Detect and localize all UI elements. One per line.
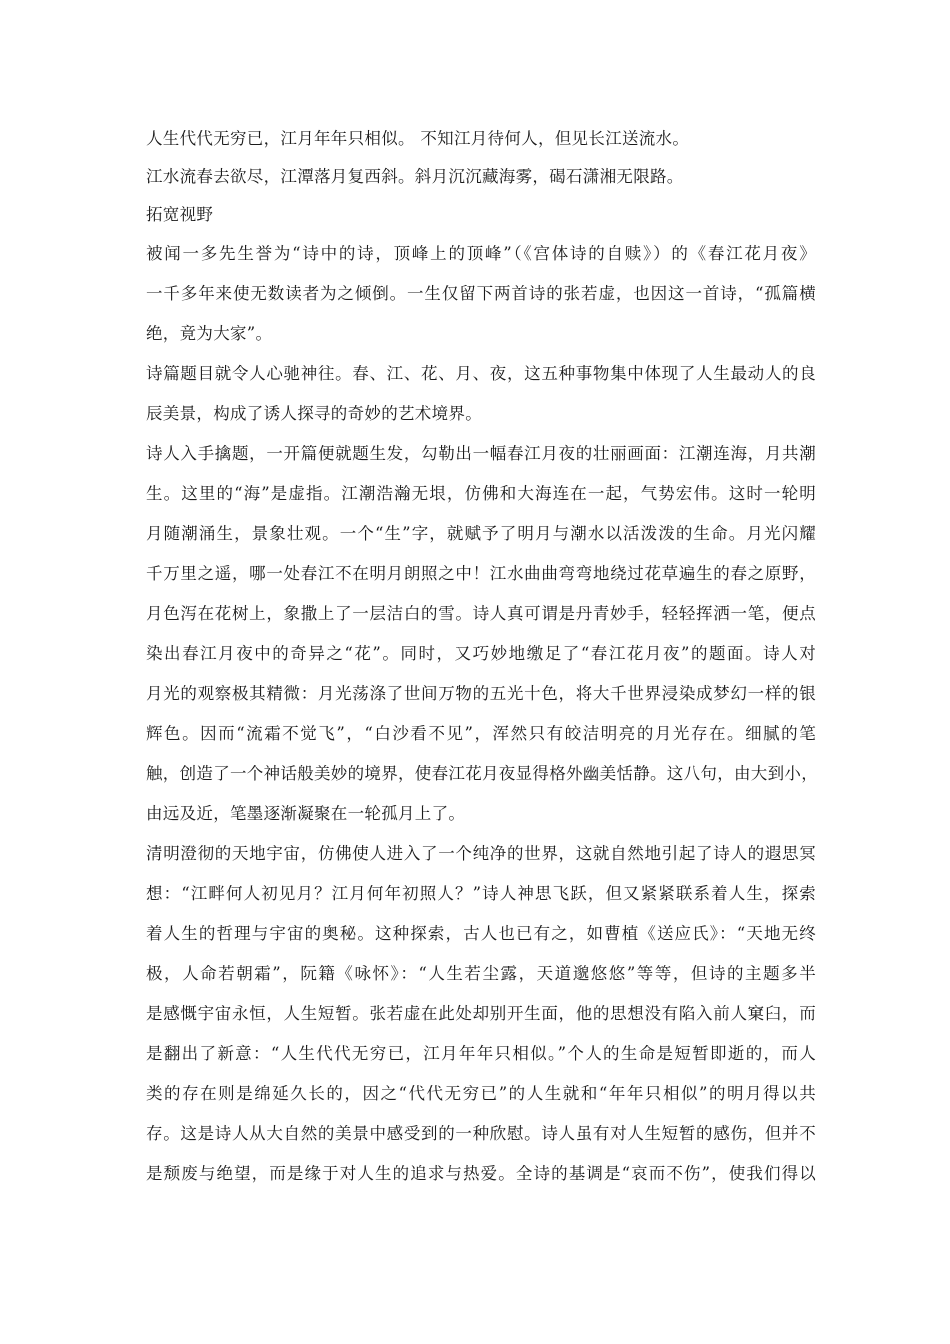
text-line: 触，创造了一个神话般美妙的境界，使春江花月夜显得格外幽美恬静。这八句，由大到小， [146,764,818,783]
text-line: 辉色。因而“流霜不觉飞”，“白沙看不见”，浑然只有皎洁明亮的月光存在。细腻的笔 [146,724,816,743]
text-line: 月色泻在花树上，象撒上了一层洁白的雪。诗人真可谓是丹青妙手，轻轻挥洒一笔，便点 [146,604,816,623]
text-line: 辰美景，构成了诱人探寻的奇妙的艺术境界。 [146,404,482,423]
text-line: 月光的观察极其精微：月光荡涤了世间万物的五光十色，将大千世界浸染成梦幻一样的银 [146,684,816,703]
text-line: 类的存在则是绵延久长的，因之“代代无穷已”的人生就和“年年只相似”的明月得以共 [146,1084,816,1103]
poem-line: 人生代代无穷已，江月年年只相似。 不知江月待何人，但见长江送流水。 [146,129,690,148]
section-heading: 拓宽视野 [146,205,214,224]
text-line: 诗篇题目就令人心驰神往。春、江、花、月、夜，这五种事物集中体现了人生最动人的良 [146,364,816,383]
text-line: 由远及近，笔墨逐渐凝聚在一轮孤月上了。 [146,804,466,823]
text-line: 极，人命若朝霜”，阮籍《咏怀》：“人生若尘露，天道邈悠悠”等等，但诗的主题多半 [146,964,816,983]
text-line: 是颓废与绝望，而是缘于对人生的追求与热爱。全诗的基调是“哀而不伤”，使我们得以 [146,1164,816,1183]
text-line: 绝，竟为大家”。 [146,324,273,343]
text-line: 清明澄彻的天地宇宙，仿佛使人进入了一个纯净的世界，这就自然地引起了诗人的遐思冥 [146,844,816,863]
text-line: 一千多年来使无数读者为之倾倒。一生仅留下两首诗的张若虚，也因这一首诗，“孤篇横 [146,284,816,303]
text-line: 存。这是诗人从大自然的美景中感受到的一种欣慰。诗人虽有对人生短暂的感伤，但并不 [146,1124,816,1143]
text-line: 被闻一多先生誉为“诗中的诗，顶峰上的顶峰”（《宫体诗的自赎》）的《春江花月夜》 [146,244,816,263]
text-line: 染出春江月夜中的奇异之“花”。同时，又巧妙地缴足了“春江花月夜”的题面。诗人对 [146,644,816,663]
text-line: 想：“江畔何人初见月？江月何年初照人？”诗人神思飞跃，但又紧紧联系着人生，探索 [146,884,816,903]
text-line: 月随潮涌生，景象壮观。一个“生”字，就赋予了明月与潮水以活泼泼的生命。月光闪耀 [146,524,816,543]
text-line: 是感慨宇宙永恒，人生短暂。张若虚在此处却别开生面，他的思想没有陷入前人窠臼，而 [146,1004,816,1023]
text-line: 千万里之遥，哪一处春江不在明月朗照之中！江水曲曲弯弯地绕过花草遍生的春之原野， [146,564,816,583]
text-line: 诗人入手擒题，一开篇便就题生发，勾勒出一幅春江月夜的壮丽画面：江潮连海，月共潮 [146,444,816,463]
text-line: 生。这里的“海”是虚指。江潮浩瀚无垠，仿佛和大海连在一起，气势宏伟。这时一轮明 [146,484,816,503]
poem-line: 江水流春去欲尽，江潭落月复西斜。斜月沉沉藏海雾，碣石潇湘无限路。 [146,167,684,186]
text-line: 是翻出了新意：“人生代代无穷已，江月年年只相似。”个人的生命是短暂即逝的，而人 [146,1044,816,1063]
text-line: 着人生的哲理与宇宙的奥秘。这种探索，古人也已有之，如曹植《送应氏》：“天地无终 [146,924,816,943]
document-body [146,120,816,1194]
